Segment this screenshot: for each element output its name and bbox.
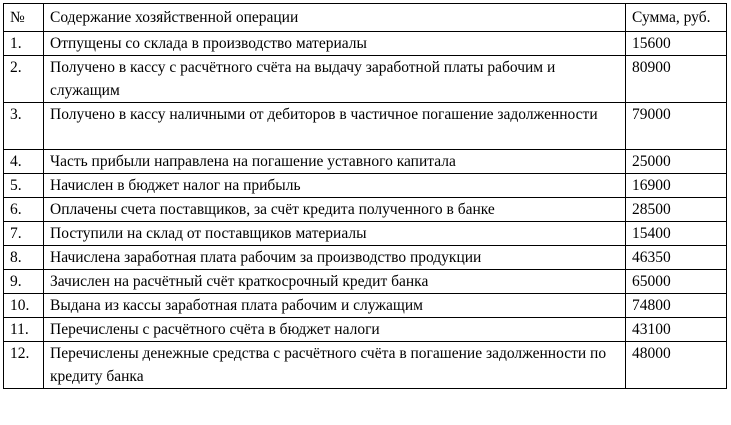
row-number: 6.: [4, 198, 44, 222]
row-number: 10.: [4, 294, 44, 318]
table-row: [4, 222, 727, 246]
row-description: Выдана из кассы заработная плата рабочим и служащим: [44, 294, 626, 318]
row-description: Перечислены денежные средства с расчётного счёта в погашение задолженности по кредиту банка: [44, 342, 626, 389]
header-description: Содержание хозяйственной операции: [44, 4, 626, 32]
row-number: 11.: [4, 318, 44, 342]
row-sum: 15600: [626, 32, 727, 56]
row-sum: 15400: [626, 222, 727, 246]
row-sum: 16900: [626, 174, 727, 198]
table-row: [4, 32, 727, 56]
row-description: Зачислен на расчётный счёт краткосрочный кредит банка: [44, 270, 626, 294]
row-description: Начислена заработная плата рабочим за производство продукции: [44, 246, 626, 270]
row-number: 5.: [4, 174, 44, 198]
table-header-row: [4, 4, 727, 32]
row-sum: 28500: [626, 198, 727, 222]
row-number: 9.: [4, 270, 44, 294]
row-sum: 48000: [626, 342, 727, 389]
row-number: 12.: [4, 342, 44, 389]
row-description: Оплачены счета поставщиков, за счёт кредита полученного в банке: [44, 198, 626, 222]
row-sum: 80900: [626, 56, 727, 103]
table-row: [4, 174, 727, 198]
row-description: Получено в кассу с расчётного счёта на выдачу заработной платы рабочим и служащим: [44, 56, 626, 103]
row-description: Отпущены со склада в производство материалы: [44, 32, 626, 56]
table-row: [4, 342, 727, 389]
table-row: [4, 103, 727, 150]
row-description: Поступили на склад от поставщиков материалы: [44, 222, 626, 246]
table-row: [4, 294, 727, 318]
row-sum: 79000: [626, 103, 727, 150]
row-number: 7.: [4, 222, 44, 246]
row-description: Часть прибыли направлена на погашение уставного капитала: [44, 150, 626, 174]
row-sum: 25000: [626, 150, 727, 174]
table-row: [4, 56, 727, 103]
row-sum: 65000: [626, 270, 727, 294]
row-description: Начислен в бюджет налог на прибыль: [44, 174, 626, 198]
row-sum: 46350: [626, 246, 727, 270]
row-number: 8.: [4, 246, 44, 270]
operations-table: [3, 3, 727, 389]
row-description: Перечислены с расчётного счёта в бюджет налоги: [44, 318, 626, 342]
table-row: [4, 198, 727, 222]
row-sum: 74800: [626, 294, 727, 318]
table-row: [4, 246, 727, 270]
header-sum: Сумма, руб.: [626, 4, 727, 32]
row-number: 2.: [4, 56, 44, 103]
row-sum: 43100: [626, 318, 727, 342]
table-row: [4, 150, 727, 174]
row-description: Получено в кассу наличными от дебиторов в частичное погашение задолженности: [44, 103, 626, 150]
row-number: 1.: [4, 32, 44, 56]
row-number: 3.: [4, 103, 44, 150]
header-number: №: [4, 4, 44, 32]
table-row: [4, 270, 727, 294]
table-row: [4, 318, 727, 342]
row-number: 4.: [4, 150, 44, 174]
